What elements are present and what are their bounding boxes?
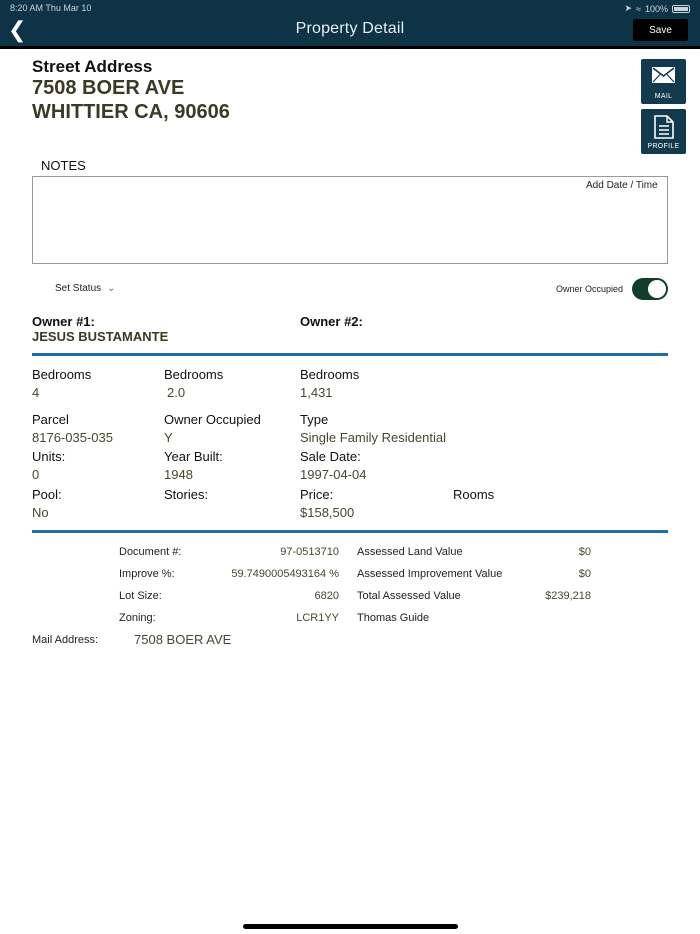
street-address-line1: 7508 BOER AVE [32,77,185,99]
street-address-line2: WHITTIER CA, 90606 [32,101,230,123]
assessed-land-value-label: Assessed Land Value [357,546,463,558]
chevron-down-icon: ⌄ [107,283,116,294]
type-label: Type [300,412,329,427]
page-title: Property Detail [295,20,405,37]
bedrooms-label: Bedrooms [32,367,92,382]
units-label: Units: [32,449,66,464]
price-label: Price: [300,487,334,502]
document-number-label: Document #: [119,546,182,558]
profile-button-label: PROFILE [647,143,680,150]
add-date-time-button[interactable]: Add Date / Time [586,180,658,191]
pool-label: Pool: [32,487,62,502]
document-icon [653,115,675,139]
section-divider [32,530,668,533]
total-assessed-value-label: Total Assessed Value [357,590,461,602]
status-bar-time: 8:20 AM Thu Mar 10 [10,3,92,13]
assessed-land-value-value: $0 [578,546,591,558]
battery-icon [672,5,690,13]
owner-occupied-label: Owner Occupied [164,412,261,427]
units-value: 0 [32,467,40,482]
notes-label: NOTES [41,158,86,173]
battery-percent: 100% [644,3,668,14]
mail-button[interactable] [641,59,686,104]
owner2-label: Owner #2: [300,314,363,329]
parcel-value: 8176-035-035 [32,430,113,445]
set-status-dropdown[interactable] [55,283,116,294]
baths-value: 2.0 [167,385,186,400]
home-indicator[interactable] [243,924,458,929]
profile-button[interactable] [641,109,686,154]
document-number-value: 97-0513710 [280,546,339,558]
mail-address-value: 7508 BOER AVE [134,632,232,647]
baths-label: Bedrooms [164,367,224,382]
owner1-name: JESUS BUSTAMANTE [32,329,169,344]
top-navigation-bar [0,0,700,48]
owner-occupied-toggle-label: Owner Occupied [556,284,624,294]
street-address-label: Street Address [32,57,153,76]
mail-button-label: MAIL [654,93,673,100]
sale-date-label: Sale Date: [300,449,361,464]
assessed-improvement-value-value: $0 [578,568,591,580]
zoning-label: Zoning: [119,612,156,624]
save-button[interactable]: Save [633,19,688,41]
owner-occupied-toggle[interactable] [632,278,668,300]
improve-percent-value: 59.7490005493164 % [231,568,339,580]
thomas-guide-label: Thomas Guide [357,612,430,624]
owner1-label: Owner #1: [32,314,95,329]
year-built-value: 1948 [164,467,193,482]
mail-icon [652,67,675,83]
toggle-knob [648,280,666,298]
section-divider [32,353,668,356]
rooms-label: Rooms [453,487,495,502]
header-divider [0,46,700,49]
set-status-label: Set Status [55,283,102,294]
sqft-value: 1,431 [300,385,333,400]
bedrooms-value: 4 [32,385,40,400]
status-bar-indicators [624,3,690,14]
total-assessed-value-value: $239,218 [545,590,591,602]
assessed-improvement-value-label: Assessed Improvement Value [357,568,503,580]
mail-address-label: Mail Address: [32,634,99,646]
sale-date-value: 1997-04-04 [300,467,367,482]
sqft-label: Bedrooms [300,367,360,382]
stories-label: Stories: [164,487,209,502]
notes-textarea[interactable] [32,176,668,264]
lot-size-label: Lot Size: [119,590,162,602]
zoning-value: LCR1YY [296,612,339,624]
parcel-label: Parcel [32,412,69,427]
type-value: Single Family Residential [300,430,446,445]
owner-occupied-value: Y [164,430,173,445]
pool-value: No [32,505,49,520]
year-built-label: Year Built: [164,449,223,464]
improve-percent-label: Improve %: [119,568,175,580]
back-chevron-icon[interactable]: ❮ [8,17,27,42]
wifi-icon: ≈ [636,3,641,14]
price-value: $158,500 [300,505,355,520]
lot-size-value: 6820 [314,590,339,602]
location-icon: ➤ [624,3,633,13]
